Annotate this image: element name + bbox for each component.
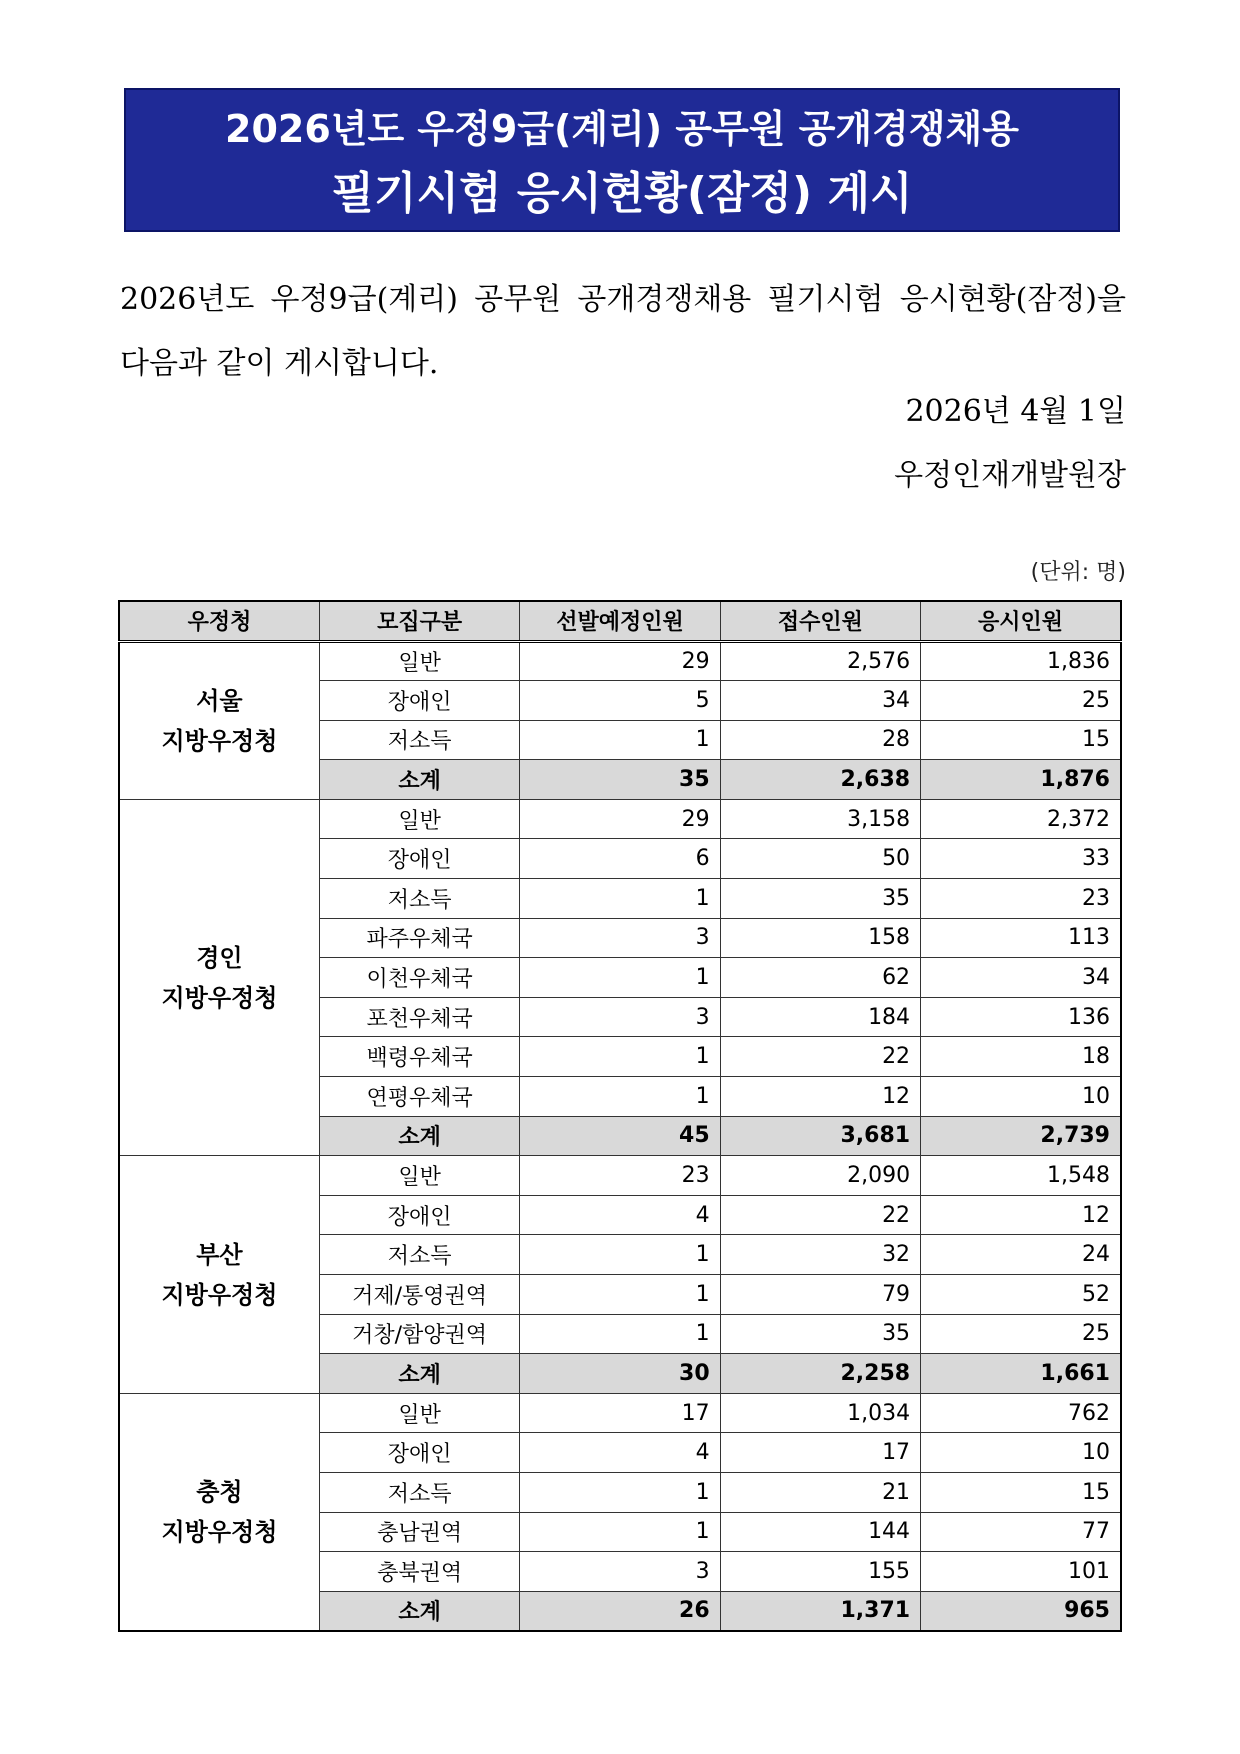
attended-cell: 1,836 xyxy=(921,641,1121,681)
header-registered: 접수인원 xyxy=(720,601,920,641)
category-cell: 장애인 xyxy=(319,681,519,721)
header-planned: 선발예정인원 xyxy=(520,601,720,641)
title-line-2: 필기시험 응시현황(잠정) 게시 xyxy=(331,168,913,219)
planned-cell: 1 xyxy=(520,720,720,760)
registered-cell: 158 xyxy=(720,918,920,958)
attended-cell: 23 xyxy=(921,879,1121,919)
registered-cell: 34 xyxy=(720,681,920,721)
planned-cell: 3 xyxy=(520,997,720,1037)
planned-cell: 6 xyxy=(520,839,720,879)
attended-cell: 2,739 xyxy=(921,1116,1121,1156)
category-cell: 일반 xyxy=(319,1156,519,1196)
planned-cell: 1 xyxy=(520,1512,720,1552)
region-name-line-1: 충청 xyxy=(196,1477,243,1506)
category-cell: 저소득 xyxy=(319,879,519,919)
attended-cell: 25 xyxy=(921,681,1121,721)
attended-cell: 18 xyxy=(921,1037,1121,1077)
category-cell: 거창/함양권역 xyxy=(319,1314,519,1354)
registered-cell: 2,090 xyxy=(720,1156,920,1196)
planned-cell: 1 xyxy=(520,1275,720,1315)
attended-cell: 10 xyxy=(921,1433,1121,1473)
notice-date: 2026년 4월 1일 xyxy=(905,394,1126,429)
category-cell: 소계 xyxy=(319,760,519,800)
unit-label: (단위: 명) xyxy=(1030,560,1126,585)
category-cell: 저소득 xyxy=(319,1235,519,1275)
attended-cell: 52 xyxy=(921,1275,1121,1315)
category-cell: 거제/통영권역 xyxy=(319,1275,519,1315)
registered-cell: 50 xyxy=(720,839,920,879)
planned-cell: 1 xyxy=(520,1472,720,1512)
attended-cell: 15 xyxy=(921,1472,1121,1512)
registered-cell: 21 xyxy=(720,1472,920,1512)
category-cell: 일반 xyxy=(319,641,519,681)
attended-cell: 1,661 xyxy=(921,1354,1121,1394)
issuer-name: 우정인재개발원장 xyxy=(894,458,1126,493)
registered-cell: 144 xyxy=(720,1512,920,1552)
region-cell xyxy=(119,1393,319,1631)
category-cell: 이천우체국 xyxy=(319,958,519,998)
attended-cell: 965 xyxy=(921,1591,1121,1631)
planned-cell: 26 xyxy=(520,1591,720,1631)
registered-cell: 2,576 xyxy=(720,641,920,681)
region-cell xyxy=(119,641,319,799)
registered-cell: 3,681 xyxy=(720,1116,920,1156)
attended-cell: 34 xyxy=(921,958,1121,998)
planned-cell: 35 xyxy=(520,760,720,800)
category-cell: 연평우체국 xyxy=(319,1077,519,1117)
region-cell xyxy=(119,1156,319,1394)
region-name-line-2: 지방우정청 xyxy=(161,983,278,1012)
attended-cell: 136 xyxy=(921,997,1121,1037)
category-cell: 충남권역 xyxy=(319,1512,519,1552)
category-cell: 소계 xyxy=(319,1354,519,1394)
attended-cell: 25 xyxy=(921,1314,1121,1354)
attended-cell: 15 xyxy=(921,720,1121,760)
planned-cell: 3 xyxy=(520,1552,720,1592)
category-cell: 소계 xyxy=(319,1116,519,1156)
planned-cell: 1 xyxy=(520,1037,720,1077)
registered-cell: 184 xyxy=(720,997,920,1037)
header-office: 우정청 xyxy=(119,601,319,641)
registered-cell: 22 xyxy=(720,1037,920,1077)
registered-cell: 79 xyxy=(720,1275,920,1315)
registered-cell: 2,258 xyxy=(720,1354,920,1394)
region-name-line-2: 지방우정청 xyxy=(161,1280,278,1309)
registered-cell: 1,371 xyxy=(720,1591,920,1631)
registered-cell: 1,034 xyxy=(720,1393,920,1433)
category-cell: 장애인 xyxy=(319,839,519,879)
attended-cell: 101 xyxy=(921,1552,1121,1592)
region-name-line-2: 지방우정청 xyxy=(161,1517,278,1546)
planned-cell: 1 xyxy=(520,958,720,998)
planned-cell: 29 xyxy=(520,641,720,681)
planned-cell: 1 xyxy=(520,1077,720,1117)
region-cell xyxy=(119,799,319,1155)
registered-cell: 22 xyxy=(720,1195,920,1235)
header-category: 모집구분 xyxy=(319,601,519,641)
registered-cell: 2,638 xyxy=(720,760,920,800)
registered-cell: 17 xyxy=(720,1433,920,1473)
planned-cell: 29 xyxy=(520,799,720,839)
table-header-row xyxy=(119,601,1121,641)
planned-cell: 23 xyxy=(520,1156,720,1196)
attended-cell: 762 xyxy=(921,1393,1121,1433)
attended-cell: 77 xyxy=(921,1512,1121,1552)
planned-cell: 4 xyxy=(520,1433,720,1473)
attended-cell: 1,548 xyxy=(921,1156,1121,1196)
table-row xyxy=(119,641,1121,681)
category-cell: 일반 xyxy=(319,799,519,839)
category-cell: 일반 xyxy=(319,1393,519,1433)
attended-cell: 10 xyxy=(921,1077,1121,1117)
planned-cell: 1 xyxy=(520,879,720,919)
attended-cell: 1,876 xyxy=(921,760,1121,800)
category-cell: 저소득 xyxy=(319,1472,519,1512)
attended-cell: 33 xyxy=(921,839,1121,879)
title-banner xyxy=(124,88,1120,232)
registered-cell: 3,158 xyxy=(720,799,920,839)
planned-cell: 5 xyxy=(520,681,720,721)
category-cell: 파주우체국 xyxy=(319,918,519,958)
table-row xyxy=(119,1156,1121,1196)
planned-cell: 30 xyxy=(520,1354,720,1394)
category-cell: 포천우체국 xyxy=(319,997,519,1037)
registered-cell: 28 xyxy=(720,720,920,760)
category-cell: 장애인 xyxy=(319,1433,519,1473)
category-cell: 소계 xyxy=(319,1591,519,1631)
region-name-line-1: 경인 xyxy=(196,943,243,972)
registered-cell: 62 xyxy=(720,958,920,998)
header-attended: 응시인원 xyxy=(921,601,1121,641)
category-cell: 백령우체국 xyxy=(319,1037,519,1077)
planned-cell: 3 xyxy=(520,918,720,958)
region-name-line-1: 부산 xyxy=(196,1240,243,1269)
title-line-1: 2026년도 우정9급(계리) 공무원 공개경쟁채용 xyxy=(225,107,1019,151)
applicant-status-table xyxy=(118,600,1122,1632)
attended-cell: 12 xyxy=(921,1195,1121,1235)
registered-cell: 32 xyxy=(720,1235,920,1275)
registered-cell: 155 xyxy=(720,1552,920,1592)
planned-cell: 1 xyxy=(520,1314,720,1354)
attended-cell: 2,372 xyxy=(921,799,1121,839)
region-name-line-2: 지방우정청 xyxy=(161,726,278,755)
planned-cell: 4 xyxy=(520,1195,720,1235)
registered-cell: 35 xyxy=(720,879,920,919)
table-row xyxy=(119,1393,1121,1433)
category-cell: 장애인 xyxy=(319,1195,519,1235)
intro-paragraph: 2026년도 우정9급(계리) 공무원 공개경쟁채용 필기시험 응시현황(잠정)을 다음과 같이 게시합니다. xyxy=(120,282,1126,381)
category-cell: 충북권역 xyxy=(319,1552,519,1592)
attended-cell: 24 xyxy=(921,1235,1121,1275)
planned-cell: 17 xyxy=(520,1393,720,1433)
region-name-line-1: 서울 xyxy=(196,686,243,715)
registered-cell: 12 xyxy=(720,1077,920,1117)
category-cell: 저소득 xyxy=(319,720,519,760)
planned-cell: 45 xyxy=(520,1116,720,1156)
table-row xyxy=(119,799,1121,839)
registered-cell: 35 xyxy=(720,1314,920,1354)
attended-cell: 113 xyxy=(921,918,1121,958)
planned-cell: 1 xyxy=(520,1235,720,1275)
